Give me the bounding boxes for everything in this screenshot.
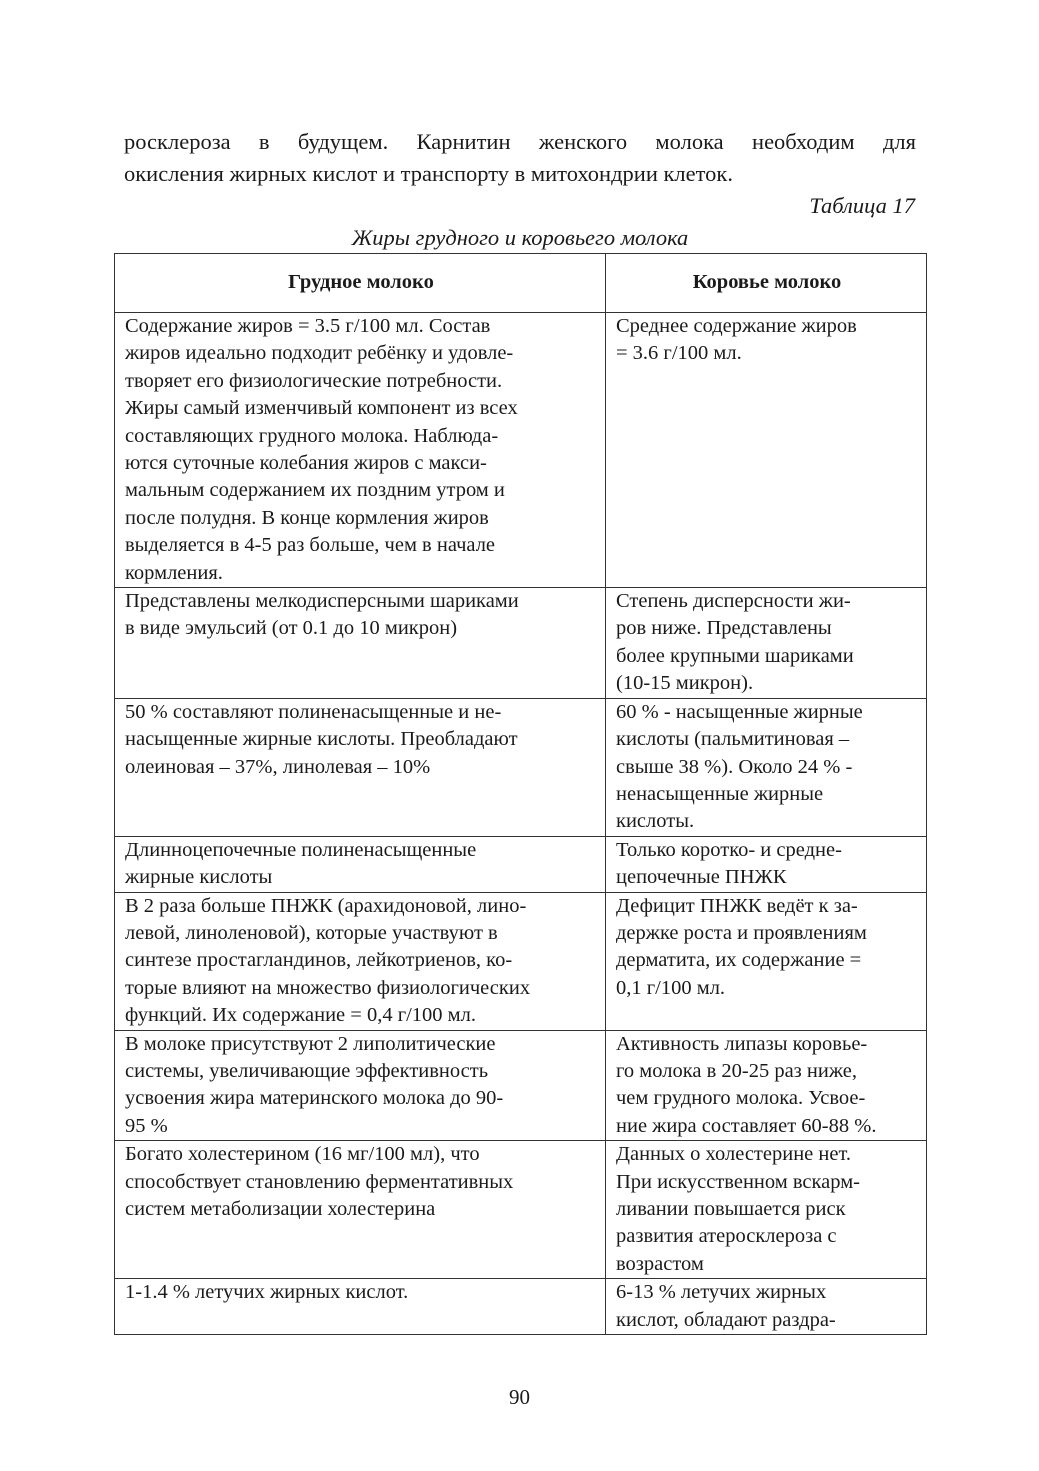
cell-text-line: Длинноцепочечные полиненасыщенные	[125, 838, 477, 861]
cell-text-line: = 3.6 г/100 мл.	[616, 342, 742, 365]
cell-text-line: в виде эмульсий (от 0.1 до 10 микрон)	[125, 617, 458, 640]
cow-milk-cell	[606, 892, 927, 1030]
cell-text-line: При искусственном вскарм-	[616, 1170, 860, 1193]
cow-milk-cell	[606, 698, 927, 836]
cell-text-line: после полудня. В конце кормления жиров	[125, 506, 489, 529]
cell-text-line: Представлены мелкодисперсными шариками	[125, 590, 519, 613]
cell-text-line: го молока в 20-25 раз ниже,	[616, 1059, 857, 1082]
table-row	[115, 313, 927, 588]
cell-text-line: Среднее содержание жиров	[616, 315, 857, 337]
cell-text-line: В молоке присутствуют 2 липолитические	[125, 1032, 496, 1055]
cow-milk-cell	[606, 588, 927, 699]
cell-text-line: кислоты (пальмитиновая –	[616, 728, 850, 751]
fats-comparison-table	[114, 253, 927, 1335]
cow-milk-cell	[606, 1279, 927, 1335]
header-breast-milk: Грудное молоко	[115, 254, 606, 313]
breast-milk-cell	[115, 1279, 606, 1335]
table-row	[115, 836, 927, 892]
cell-text-line: В 2 раза больше ПНЖК (арахидоновой, лино-	[125, 894, 527, 917]
cell-text-line: олеиновая – 37%, линолевая – 10%	[125, 755, 431, 778]
cell-text-line: ние жира составляет 60-88 %.	[616, 1114, 877, 1137]
cell-text-line: ров ниже. Представлены	[616, 617, 832, 640]
intro-paragraph	[124, 126, 916, 190]
breast-milk-cell	[115, 313, 606, 588]
cell-text-line: кислот, обладают раздра-	[616, 1308, 836, 1331]
cell-text-line: Данных о холестерине нет.	[616, 1143, 852, 1166]
cell-text-line: творяет его физиологические потребности.	[125, 369, 503, 392]
cell-text-line: (10-15 микрон).	[616, 672, 754, 695]
cell-text-line: дерматита, их содержание =	[616, 949, 862, 972]
breast-milk-cell	[115, 698, 606, 836]
table-row	[115, 698, 927, 836]
breast-milk-cell	[115, 836, 606, 892]
cow-milk-cell	[606, 836, 927, 892]
cell-text-line: держке роста и проявлениям	[616, 921, 867, 944]
cell-text-line: жиров идеально подходит ребёнку и удовле-	[125, 342, 514, 365]
cow-milk-cell	[606, 1141, 927, 1279]
breast-milk-cell	[115, 1141, 606, 1279]
breast-milk-cell	[115, 892, 606, 1030]
table-row	[115, 892, 927, 1030]
cell-text-line: синтезе простагландинов, лейкотриенов, ко-	[125, 949, 513, 972]
cell-text-line: мальным содержанием их поздним утром и	[125, 479, 505, 502]
table-row	[115, 1141, 927, 1279]
cell-text-line: чем грудного молока. Усвое-	[616, 1087, 866, 1110]
cell-text-line: развития атеросклероза с	[616, 1225, 837, 1248]
cell-text-line: 0,1 г/100 мл.	[616, 976, 726, 999]
table-body	[115, 313, 927, 1335]
table-row	[115, 1279, 927, 1335]
cow-milk-cell	[606, 1030, 927, 1141]
cell-text-line: ются суточные колебания жиров с макси-	[125, 452, 487, 475]
cell-text-line: цепочечные ПНЖК	[616, 866, 787, 889]
cell-text-line: торые влияют на множество физиологических	[125, 976, 531, 999]
cell-text-line: насыщенные жирные кислоты. Преобладают	[125, 728, 518, 751]
breast-milk-cell	[115, 1030, 606, 1141]
cell-text-line: кормления.	[125, 561, 223, 584]
table-header-row	[115, 254, 927, 313]
page-number: 90	[509, 1385, 530, 1409]
table-row	[115, 588, 927, 699]
cow-milk-cell	[606, 313, 927, 588]
table-row	[115, 1030, 927, 1141]
cell-text-line: Богато холестерином (16 мг/100 мл), что	[125, 1143, 480, 1166]
cell-text-line: более крупными шариками	[616, 644, 854, 667]
cell-text-line: Степень дисперсности жи-	[616, 590, 851, 613]
intro-line: росклероза в будущем. Карнитин женского молока необходим для	[124, 129, 916, 154]
cell-text-line: 1-1.4 % летучих жирных кислот.	[125, 1281, 409, 1304]
cell-text-line: функций. Их содержание = 0,4 г/100 мл.	[125, 1004, 477, 1027]
cell-text-line: ливании повышается риск	[616, 1198, 846, 1220]
cell-text-line: 50 % составляют полиненасыщенные и не-	[125, 700, 502, 723]
cell-text-line: способствует становлению ферментативных	[125, 1170, 514, 1193]
cell-text-line: левой, линоленовой), которые участвуют в	[125, 921, 498, 944]
cell-text-line: Жиры самый изменчивый компонент из всех	[125, 397, 518, 420]
cell-text-line: 60 % - насыщенные жирные	[616, 700, 863, 723]
cell-text-line: кислоты.	[616, 810, 695, 833]
cell-text-line: усвоения жира материнского молока до 90-	[125, 1087, 504, 1110]
cell-text-line: выделяется в 4-5 раз больше, чем в начале	[125, 534, 496, 557]
table-label: Таблица 17	[809, 193, 915, 218]
header-cow-milk: Коровье молоко	[606, 254, 927, 313]
cell-text-line: Дефицит ПНЖК ведёт к за-	[616, 894, 858, 917]
cell-text-line: системы, увеличивающие эффективность	[125, 1059, 489, 1082]
cell-text-line: систем метаболизации холестерина	[125, 1198, 436, 1220]
cell-text-line: Только коротко- и средне-	[616, 838, 842, 861]
cell-text-line: составляющих грудного молока. Наблюда-	[125, 424, 499, 447]
intro-line: окисления жирных кислот и транспорту в митохондрии клеток.	[124, 161, 733, 186]
cell-text-line: возрастом	[616, 1252, 704, 1275]
cell-text-line: 6-13 % летучих жирных	[616, 1281, 827, 1304]
cell-text-line: Активность липазы коровье-	[616, 1032, 868, 1055]
cell-text-line: ненасыщенные жирные	[616, 782, 824, 805]
table-title: Жиры грудного и коровьего молока	[351, 225, 689, 250]
cell-text-line: 95 %	[125, 1114, 168, 1137]
cell-text-line: Содержание жиров = 3.5 г/100 мл. Состав	[125, 315, 491, 337]
breast-milk-cell	[115, 588, 606, 699]
cell-text-line: свыше 38 %). Около 24 % -	[616, 755, 853, 778]
cell-text-line: жирные кислоты	[125, 866, 273, 889]
